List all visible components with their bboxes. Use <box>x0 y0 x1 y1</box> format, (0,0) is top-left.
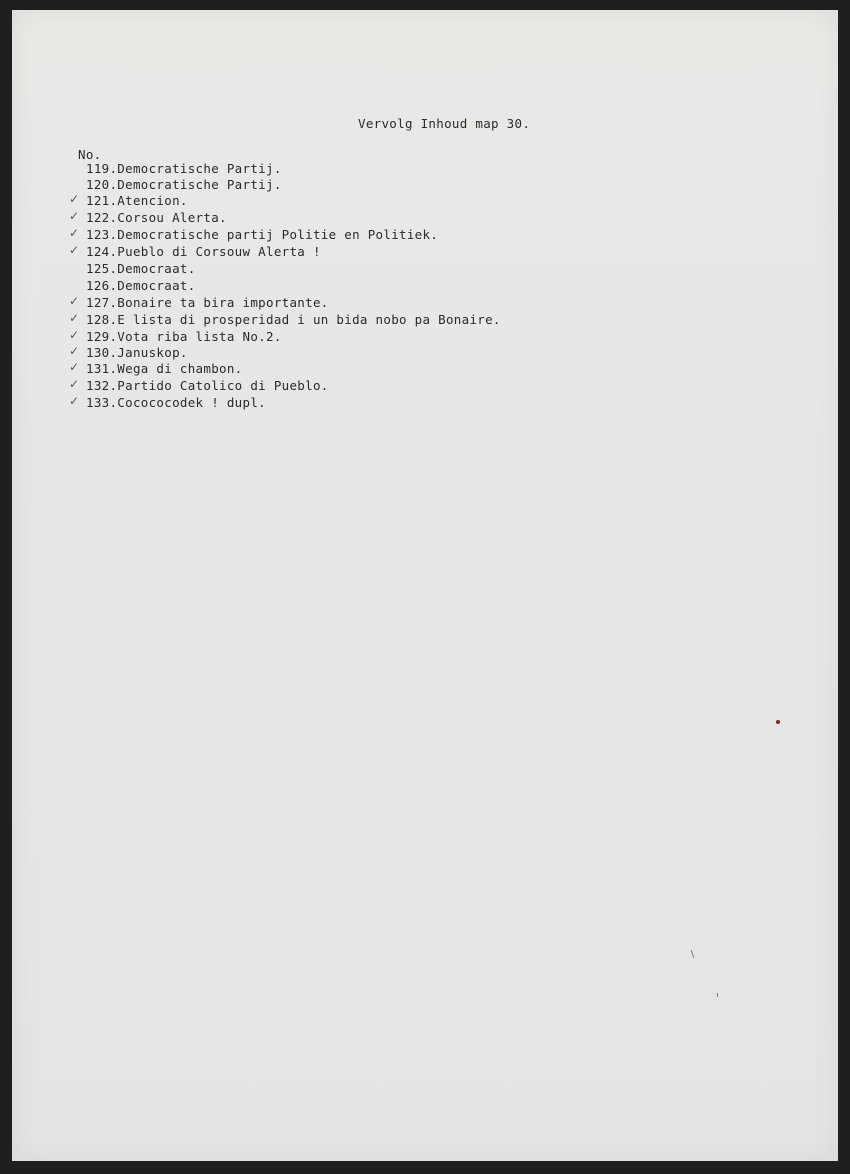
list-item <box>12 329 838 345</box>
check-mark-icon: ✓ <box>69 294 80 308</box>
check-mark-icon: ✓ <box>69 377 80 391</box>
ink-speck <box>776 720 780 724</box>
paper-mark <box>691 950 695 958</box>
entry-text: 126.Democraat. <box>86 278 196 293</box>
entry-text: 129.Vota riba lista No.2. <box>86 329 282 344</box>
check-mark-icon: ✓ <box>69 192 80 206</box>
check-mark-icon: ✓ <box>69 311 80 325</box>
paper-mark <box>717 993 718 997</box>
list-item <box>12 161 838 177</box>
list-item <box>12 361 838 377</box>
entry-text: 123.Democratische partij Politie en Politiek. <box>86 227 439 242</box>
check-mark-icon: ✓ <box>69 243 80 257</box>
list-item <box>12 345 838 361</box>
entry-text: 130.Januskop. <box>86 345 188 360</box>
list-item <box>12 295 838 311</box>
check-mark-icon: ✓ <box>69 226 80 240</box>
document-title: Vervolg Inhoud map 30. <box>358 116 531 131</box>
check-mark-icon: ✓ <box>69 328 80 342</box>
entry-text: 121.Atencion. <box>86 193 188 208</box>
list-item <box>12 312 838 328</box>
check-mark-icon: ✓ <box>69 344 80 358</box>
list-item <box>12 395 838 411</box>
entry-text: 125.Democraat. <box>86 261 196 276</box>
check-mark-icon: ✓ <box>69 394 80 408</box>
entry-text: 127.Bonaire ta bira importante. <box>86 295 329 310</box>
entry-text: 128.E lista di prosperidad i un bida nobo pa Bonaire. <box>86 312 501 327</box>
list-item <box>12 210 838 226</box>
entry-text: 133.Cocococodek ! dupl. <box>86 395 266 410</box>
list-item <box>12 177 838 193</box>
entry-text: 124.Pueblo di Corsouw Alerta ! <box>86 244 321 259</box>
number-column-label: No. <box>78 147 102 162</box>
paper-sheet <box>12 10 838 1161</box>
list-item <box>12 244 838 260</box>
entry-text: 131.Wega di chambon. <box>86 361 243 376</box>
list-item <box>12 378 838 394</box>
list-item <box>12 227 838 243</box>
entry-text: 122.Corsou Alerta. <box>86 210 227 225</box>
list-item <box>12 193 838 209</box>
entry-text: 119.Democratische Partij. <box>86 161 282 176</box>
list-item <box>12 261 838 277</box>
list-item <box>12 278 838 294</box>
entry-text: 132.Partido Catolico di Pueblo. <box>86 378 329 393</box>
check-mark-icon: ✓ <box>69 360 80 374</box>
check-mark-icon: ✓ <box>69 209 80 223</box>
entry-text: 120.Democratische Partij. <box>86 177 282 192</box>
